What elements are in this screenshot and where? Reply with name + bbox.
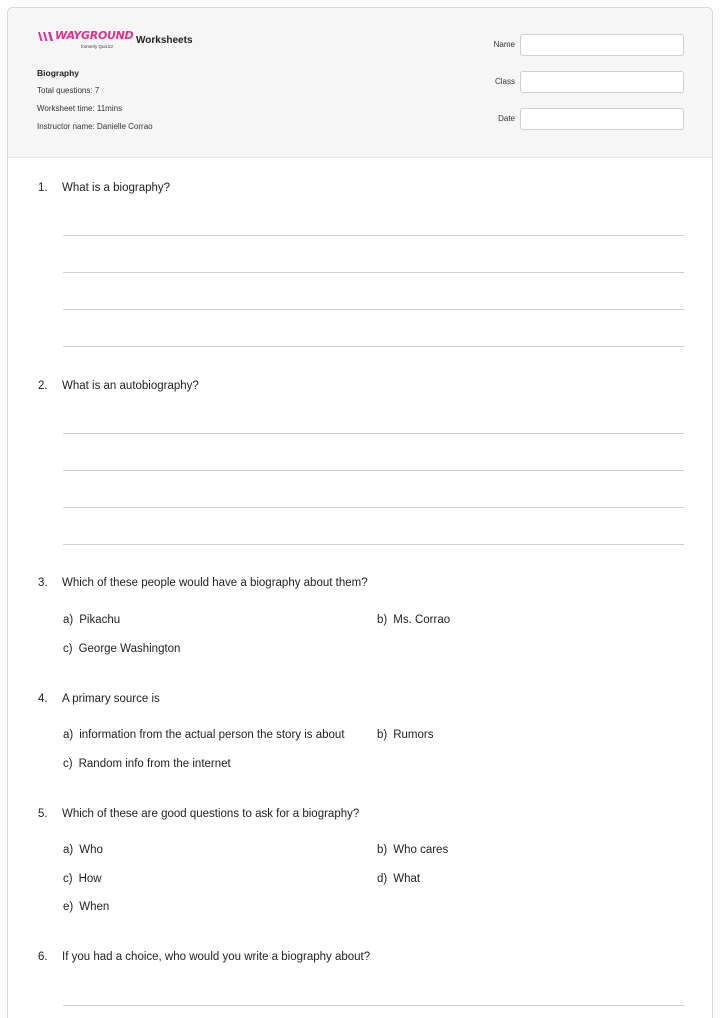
date-input[interactable]	[520, 108, 684, 130]
answer-line[interactable]	[63, 470, 684, 471]
question-number: 3.	[38, 577, 48, 589]
option-text: Pikachu	[79, 614, 121, 626]
option-letter: c)	[63, 758, 73, 770]
question-number: 2.	[38, 380, 48, 392]
option-letter: b)	[377, 729, 388, 741]
answer-line[interactable]	[63, 272, 684, 273]
wayground-logo	[37, 29, 132, 55]
answer-line[interactable]	[63, 1005, 684, 1006]
option-letter: a)	[63, 729, 74, 741]
question-text: If you had a choice, who would you write a biography about?	[62, 951, 371, 963]
question-number: 5.	[38, 808, 48, 820]
option-letter: c)	[63, 873, 73, 885]
name-input[interactable]	[520, 34, 684, 56]
option-letter: a)	[63, 844, 74, 856]
worksheet-meta	[37, 68, 153, 140]
option-text: Who cares	[393, 844, 449, 856]
answer-line[interactable]	[63, 309, 684, 310]
option-letter: d)	[377, 873, 388, 885]
option-text: Random info from the internet	[78, 758, 231, 770]
name-field	[463, 34, 685, 56]
option-letter: b)	[377, 614, 388, 626]
option-text: How	[78, 873, 102, 885]
question-text: Which of these are good questions to ask for a biography?	[62, 808, 360, 820]
answer-line[interactable]	[63, 507, 684, 508]
question-text: What is a biography?	[62, 182, 171, 194]
class-input[interactable]	[520, 71, 684, 93]
option-text: George Washington	[78, 643, 181, 655]
question-number: 1.	[38, 182, 48, 194]
total-questions: Total questions: 7	[37, 86, 100, 95]
question-text: What is an autobiography?	[62, 380, 199, 392]
option-a[interactable]	[63, 729, 345, 741]
worksheet-page	[7, 7, 713, 1018]
option-c[interactable]	[63, 758, 231, 770]
date-field	[463, 108, 685, 130]
option-text: What	[393, 873, 421, 885]
instructor-name: Instructor name: Danielle Corrao	[37, 122, 153, 131]
option-letter: c)	[63, 643, 73, 655]
wayground-logo-icon	[37, 30, 54, 43]
date-label: Date	[498, 114, 515, 123]
question-number: 4.	[38, 693, 48, 705]
option-a[interactable]	[63, 844, 103, 856]
option-text: When	[79, 901, 110, 913]
option-c[interactable]	[63, 873, 102, 885]
option-letter: a)	[63, 614, 74, 626]
answer-line[interactable]	[63, 544, 684, 545]
worksheet-time: Worksheet time: 11mins	[37, 104, 123, 113]
answer-line[interactable]	[63, 235, 684, 236]
option-b[interactable]	[377, 729, 434, 741]
answer-line[interactable]	[63, 346, 684, 347]
name-label: Name	[493, 40, 515, 49]
option-b[interactable]	[377, 614, 450, 626]
worksheet-header	[8, 8, 712, 158]
option-letter: e)	[63, 901, 74, 913]
class-field	[463, 71, 685, 93]
question-text: A primary source is	[62, 693, 160, 705]
option-d[interactable]	[377, 873, 420, 885]
option-text: information from the actual person the story is about	[79, 729, 345, 741]
product-name: Worksheets	[136, 35, 193, 46]
option-text: Who	[79, 844, 103, 856]
logo-subtitle: formerly Quizizz	[81, 44, 114, 49]
option-a[interactable]	[63, 614, 120, 626]
worksheet-title: Biography	[37, 68, 80, 78]
question-number: 6.	[38, 951, 48, 963]
option-e[interactable]	[63, 901, 109, 913]
question-text: Which of these people would have a biography about them?	[62, 577, 368, 589]
option-b[interactable]	[377, 844, 448, 856]
answer-line[interactable]	[63, 433, 684, 434]
option-text: Rumors	[393, 729, 434, 741]
option-c[interactable]	[63, 643, 180, 655]
logo-wordmark: WAYGROUND	[55, 29, 134, 42]
option-text: Ms. Corrao	[393, 614, 451, 626]
option-letter: b)	[377, 844, 388, 856]
class-label: Class	[494, 77, 515, 86]
